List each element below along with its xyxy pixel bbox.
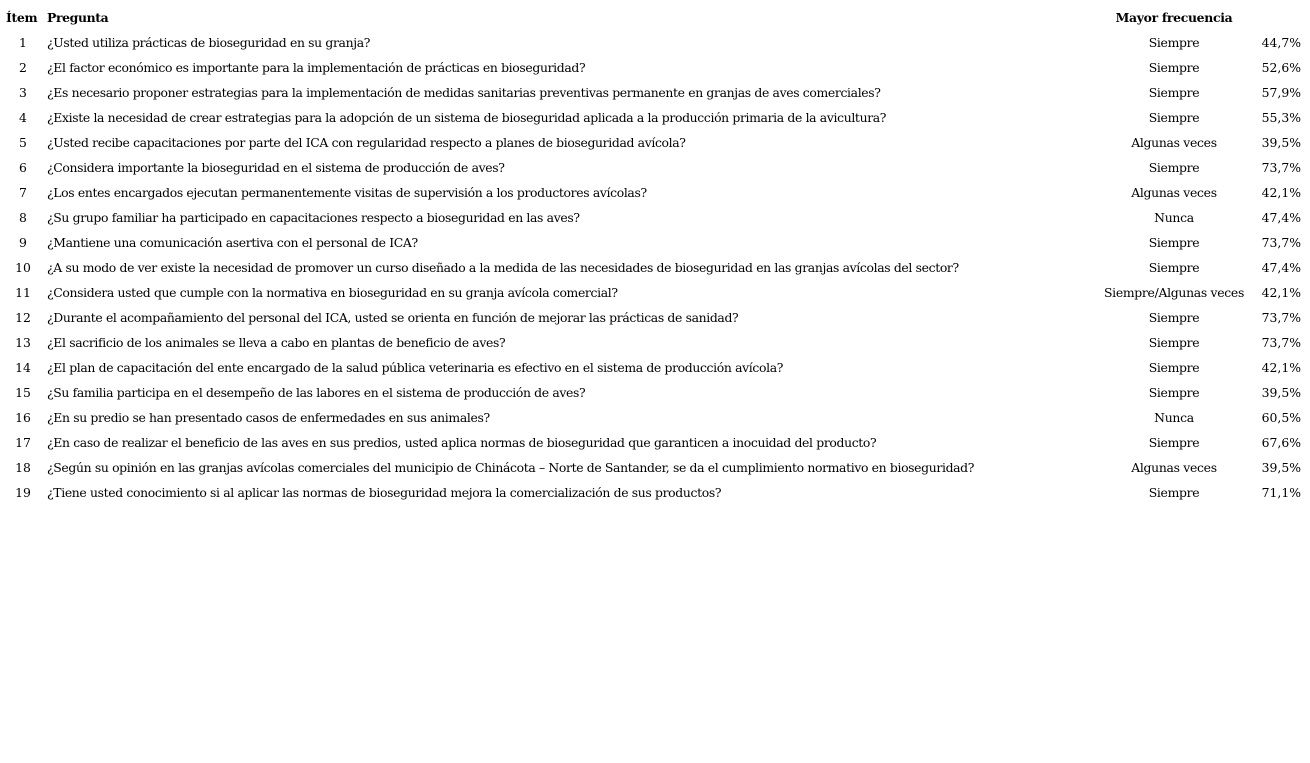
percent-value: 47,4% [1261, 210, 1301, 225]
percent-value: 47,4% [1261, 260, 1301, 275]
item-number: 12 [15, 310, 31, 325]
item-number: 13 [15, 335, 31, 350]
percent-value: 42,1% [1261, 360, 1301, 375]
question-text: ¿Su grupo familiar ha participado en capacitaciones respecto a bioseguridad en las aves? [47, 210, 580, 225]
percent-value: 42,1% [1261, 185, 1301, 200]
item-number: 3 [19, 85, 27, 100]
table-row [0, 280, 1310, 305]
table-row [0, 255, 1310, 280]
question-text: ¿El sacrificio de los animales se lleva a cabo en plantas de beneficio de aves? [47, 335, 506, 350]
frequency-value: Siempre [1148, 310, 1200, 325]
frequency-value: Algunas veces [1131, 135, 1217, 150]
header-question: Pregunta [47, 10, 109, 25]
percent-value: 73,7% [1261, 310, 1301, 325]
percent-value: 73,7% [1261, 335, 1301, 350]
table-row [0, 330, 1310, 355]
table-row [0, 205, 1310, 230]
item-number: 1 [19, 35, 27, 50]
header-item: Ítem [6, 10, 38, 25]
frequency-value: Siempre [1148, 110, 1200, 125]
percent-value: 55,3% [1261, 110, 1301, 125]
frequency-value: Siempre [1148, 85, 1200, 100]
item-number: 5 [19, 135, 27, 150]
table-row [0, 480, 1310, 505]
item-number: 9 [19, 235, 27, 250]
item-number: 14 [15, 360, 31, 375]
item-number: 15 [15, 385, 31, 400]
question-text: ¿Considera importante la bioseguridad en el sistema de producción de aves? [47, 160, 505, 175]
question-text: ¿Es necesario proponer estrategias para la implementación de medidas sanitarias preventivas permanente en granjas de aves comerciales? [47, 85, 881, 100]
percent-value: 39,5% [1261, 460, 1301, 475]
table-header [0, 5, 1310, 30]
percent-value: 67,6% [1261, 435, 1301, 450]
item-number: 18 [15, 460, 31, 475]
frequency-value: Siempre [1148, 360, 1200, 375]
frequency-value: Nunca [1154, 410, 1194, 425]
item-number: 17 [15, 435, 31, 450]
header-frequency: Mayor frecuencia [1115, 10, 1233, 25]
question-text: ¿En su predio se han presentado casos de enfermedades en sus animales? [47, 410, 490, 425]
question-text: ¿Usted recibe capacitaciones por parte del ICA con regularidad respecto a planes de bioseguridad avícola? [47, 135, 686, 150]
item-number: 2 [19, 60, 27, 75]
item-number: 6 [19, 160, 27, 175]
item-number: 10 [15, 260, 31, 275]
item-number: 19 [15, 485, 31, 500]
question-text: ¿Según su opinión en las granjas avícolas comerciales del municipio de Chinácota – Norte de Santander, se da el cumplimiento normativo en bioseguridad? [47, 460, 975, 475]
question-text: ¿Su familia participa en el desempeño de las labores en el sistema de producción de aves? [47, 385, 586, 400]
percent-value: 73,7% [1261, 235, 1301, 250]
frequency-value: Siempre [1148, 435, 1200, 450]
item-number: 4 [19, 110, 27, 125]
question-text: ¿El factor económico es importante para la implementación de prácticas en bioseguridad? [47, 60, 586, 75]
frequency-value: Siempre [1148, 385, 1200, 400]
item-number: 16 [15, 410, 31, 425]
percent-value: 39,5% [1261, 385, 1301, 400]
table-row [0, 30, 1310, 55]
frequency-value: Algunas veces [1131, 185, 1217, 200]
frequency-value: Siempre [1148, 485, 1200, 500]
frequency-value: Algunas veces [1131, 460, 1217, 475]
frequency-value: Nunca [1154, 210, 1194, 225]
table-row [0, 455, 1310, 480]
question-text: ¿Existe la necesidad de crear estrategias para la adopción de un sistema de bioseguridad aplicada a la producción primaria de la avicultura? [47, 110, 887, 125]
question-text: ¿Tiene usted conocimiento si al aplicar las normas de bioseguridad mejora la comercialización de sus productos? [47, 485, 722, 500]
question-text: ¿Mantiene una comunicación asertiva con el personal de ICA? [47, 235, 418, 250]
percent-value: 44,7% [1261, 35, 1301, 50]
question-text: ¿Considera usted que cumple con la normativa en bioseguridad en su granja avícola comercial? [47, 285, 618, 300]
table-row [0, 380, 1310, 405]
frequency-value: Siempre [1148, 35, 1200, 50]
item-number: 11 [15, 285, 31, 300]
question-text: ¿Durante el acompañamiento del personal del ICA, usted se orienta en función de mejorar las prácticas de sanidad? [47, 310, 739, 325]
table-row [0, 230, 1310, 255]
frequency-value: Siempre [1148, 60, 1200, 75]
question-text: ¿El plan de capacitación del ente encargado de la salud pública veterinaria es efectivo en el sistema de producción avícola? [47, 360, 784, 375]
frequency-value: Siempre [1148, 335, 1200, 350]
table-row [0, 305, 1310, 330]
table-row [0, 405, 1310, 430]
table-row [0, 130, 1310, 155]
frequency-value: Siempre [1148, 260, 1200, 275]
percent-value: 60,5% [1261, 410, 1301, 425]
percent-value: 52,6% [1261, 60, 1301, 75]
question-text: ¿Los entes encargados ejecutan permanentemente visitas de supervisión a los productores avícolas? [47, 185, 647, 200]
percent-value: 73,7% [1261, 160, 1301, 175]
question-text: ¿En caso de realizar el beneficio de las aves en sus predios, usted aplica normas de bioseguridad que garanticen a inocuidad del producto? [47, 435, 877, 450]
table-row [0, 55, 1310, 80]
item-number: 7 [19, 185, 27, 200]
percent-value: 57,9% [1261, 85, 1301, 100]
table-row [0, 105, 1310, 130]
table-row [0, 155, 1310, 180]
percent-value: 42,1% [1261, 285, 1301, 300]
table-row [0, 180, 1310, 205]
table-row [0, 430, 1310, 455]
percent-value: 71,1% [1261, 485, 1301, 500]
item-number: 8 [19, 210, 27, 225]
percent-value: 39,5% [1261, 135, 1301, 150]
question-text: ¿Usted utiliza prácticas de bioseguridad en su granja? [47, 35, 371, 50]
table-row [0, 80, 1310, 105]
table-row [0, 355, 1310, 380]
frequency-value: Siempre/Algunas veces [1103, 285, 1245, 300]
question-text: ¿A su modo de ver existe la necesidad de promover un curso diseñado a la medida de las necesidades de bioseguridad en las granjas avícolas del sector? [47, 260, 959, 275]
frequency-value: Siempre [1148, 235, 1200, 250]
frequency-value: Siempre [1148, 160, 1200, 175]
